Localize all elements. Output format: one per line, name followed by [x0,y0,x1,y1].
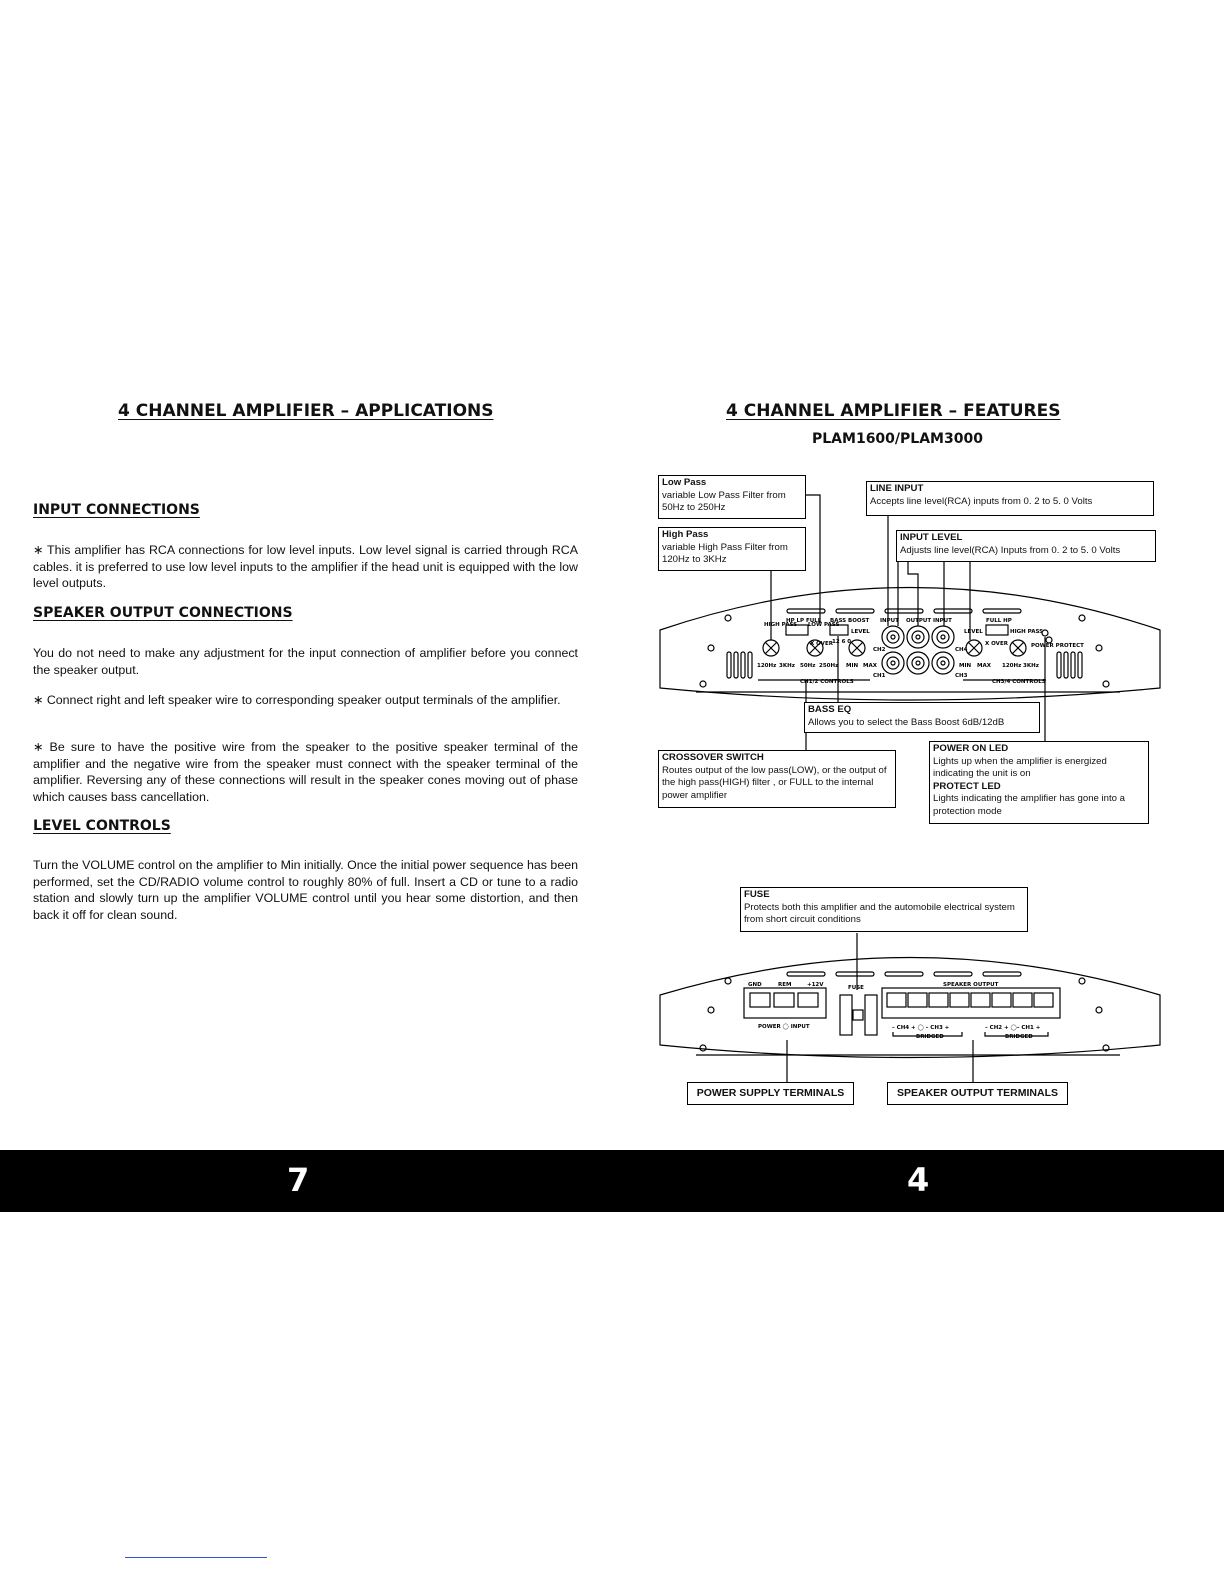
callout-input-level [896,530,1156,562]
callout-high-pass-body: variable High Pass Filter from 120Hz to 3KHz [662,541,788,566]
callout-protect-led-body: Lights indicating the amplifier has gone into a protection mode [933,793,1125,817]
paragraph-speaker-output-3: ∗ Be sure to have the positive wire from the speaker to the positive speaker terminal of the amplifier and the negative wire from the speaker must connect with the speaker terminal of the amplifier. Reversing any of these connections will result in the speaker cones moving out of phase which causes bass cancellation. [33,740,578,804]
svg-text:POWER ◯ INPUT: POWER ◯ INPUT [758,1024,810,1030]
callout-low-pass-title: Low Pass [662,477,707,488]
svg-text:CH3: CH3 [955,673,968,679]
svg-text:120Hz: 120Hz [757,663,777,669]
callout-power-protect-led [929,741,1149,824]
svg-text:+12V: +12V [807,982,824,988]
svg-text:– CH2 + ◯– CH1 +: – CH2 + ◯– CH1 + [985,1025,1041,1031]
svg-text:MAX: MAX [977,663,991,669]
callout-speaker-output-terminals: SPEAKER OUTPUT TERMINALS [887,1082,1068,1105]
svg-text:MIN: MIN [959,663,972,669]
svg-text:LEVEL: LEVEL [851,629,870,635]
callout-bass-eq-body: Allows you to select the Bass Boost 6dB/12dB [808,716,1005,728]
svg-text:OUTPUT: OUTPUT [906,618,932,624]
svg-text:X OVER: X OVER [810,641,833,647]
left-page-title: 4 CHANNEL AMPLIFIER – APPLICATIONS [118,401,494,421]
svg-text:POWER PROTECT: POWER PROTECT [1031,643,1084,649]
callout-high-pass-title: High Pass [662,529,709,540]
callout-low-pass [658,475,806,519]
svg-text:MIN: MIN [846,663,859,669]
svg-text:FULL HP: FULL HP [986,618,1012,624]
callout-fuse [740,887,1028,932]
callout-crossover-title: CROSSOVER SWITCH [662,752,764,763]
callout-high-pass [658,527,806,571]
callout-low-pass-body: variable Low Pass Filter from 50Hz to 250Hz [662,489,786,514]
svg-text:REM: REM [778,982,792,988]
callout-line-input-body: Accepts line level(RCA) inputs from 0. 2 to 5. 0 Volts [870,495,1093,507]
svg-text:LOW PASS: LOW PASS [808,622,840,628]
paragraph-level-controls: Turn the VOLUME control on the amplifier to Min initially. Once the initial power sequence has been performed, set the CD/RADIO volume control to roughly 80% of full. Insert a CD or tune to a radio station and slowly turn up the amplifier VOLUME control until you hear some distortion, and then back it off for clean sound. [33,858,578,922]
callout-line-input [866,481,1154,516]
svg-text:CH1/2 CONTROLS: CH1/2 CONTROLS [800,679,854,685]
callout-power-supply-terminals: POWER SUPPLY TERMINALS [687,1082,854,1105]
link-underline [125,1557,267,1558]
svg-text:MAX: MAX [863,663,877,669]
svg-text:SPEAKER OUTPUT: SPEAKER OUTPUT [943,982,999,988]
callout-protect-led-title: PROTECT LED [933,780,1001,792]
svg-text:– CH4 + ◯ – CH3 +: – CH4 + ◯ – CH3 + [892,1025,950,1031]
paragraph-speaker-output-2: ∗ Connect right and left speaker wire to corresponding speaker output terminals of the amplifier. [33,693,561,707]
callout-bass-eq [804,702,1040,733]
svg-text:50Hz: 50Hz [800,663,816,669]
svg-text:FUSE: FUSE [848,985,864,991]
paragraph-input-connections: ∗ This amplifier has RCA connections for low level inputs. Low level signal is carried through RCA cables. it is preferred to use low level inputs to the amplifier if the head unit is equipped with the low level outputs. [33,543,578,590]
svg-text:LEVEL: LEVEL [964,629,983,635]
svg-text:CH2: CH2 [873,647,886,653]
svg-text:BRIDGED: BRIDGED [1005,1034,1033,1040]
right-page-title: 4 CHANNEL AMPLIFIER – FEATURES [726,401,1061,421]
callout-power-led-title: POWER ON LED [933,743,1009,754]
svg-text:CH4: CH4 [955,647,968,653]
svg-text:CH3/4 CONTROLS: CH3/4 CONTROLS [992,679,1046,685]
svg-text:GND: GND [748,982,762,988]
svg-text:BASS BOOST: BASS BOOST [830,618,870,624]
svg-text:250Hz: 250Hz [819,663,839,669]
callout-fuse-body: Protects both this amplifier and the automobile electrical system from short circuit conditions [744,901,1015,926]
callout-bass-eq-title: BASS EQ [808,704,852,715]
svg-text:BRIDGED: BRIDGED [916,1034,944,1040]
svg-text:HIGH PASS: HIGH PASS [764,622,798,628]
callout-input-level-body: Adjusts line level(RCA) Inputs from 0. 2 to 5. 0 Volts [900,544,1121,556]
paragraph-speaker-output-1: You do not need to make any adjustment for the input connection of amplifier before you connect the speaker output. [33,646,578,677]
svg-text:12 6 0: 12 6 0 [832,639,852,645]
callout-power-led-body: Lights up when the amplifier is energized indicating the unit is on [933,755,1107,780]
callout-fuse-title: FUSE [744,889,770,900]
callout-crossover-body: Routes output of the low pass(LOW), or the output of the high pass(HIGH) filter , or FULL to the internal power amplifier [662,764,887,801]
svg-text:INPUT: INPUT [933,618,952,624]
section-heading-level-controls: LEVEL CONTROLS [33,818,171,834]
svg-text:X OVER: X OVER [985,641,1008,647]
page-number-left: 7 [287,1161,310,1199]
page-number-right: 4 [907,1161,930,1199]
svg-text:3KHz: 3KHz [779,663,795,669]
callout-crossover-switch [658,750,896,808]
footer-bar [0,1150,1224,1212]
section-heading-input-connections: INPUT CONNECTIONS [33,502,200,518]
svg-text:3KHz: 3KHz [1023,663,1039,669]
svg-text:HIGH PASS: HIGH PASS [1010,629,1044,635]
callout-input-level-title: INPUT LEVEL [900,532,963,543]
svg-text:INPUT: INPUT [880,618,899,624]
svg-text:CH1: CH1 [873,673,886,679]
callout-line-input-title: LINE INPUT [870,483,924,494]
svg-text:HP LP FULL: HP LP FULL [786,618,822,624]
section-heading-speaker-output: SPEAKER OUTPUT CONNECTIONS [33,605,293,621]
model-subtitle: PLAM1600/PLAM3000 [812,431,983,447]
svg-text:120Hz: 120Hz [1002,663,1022,669]
